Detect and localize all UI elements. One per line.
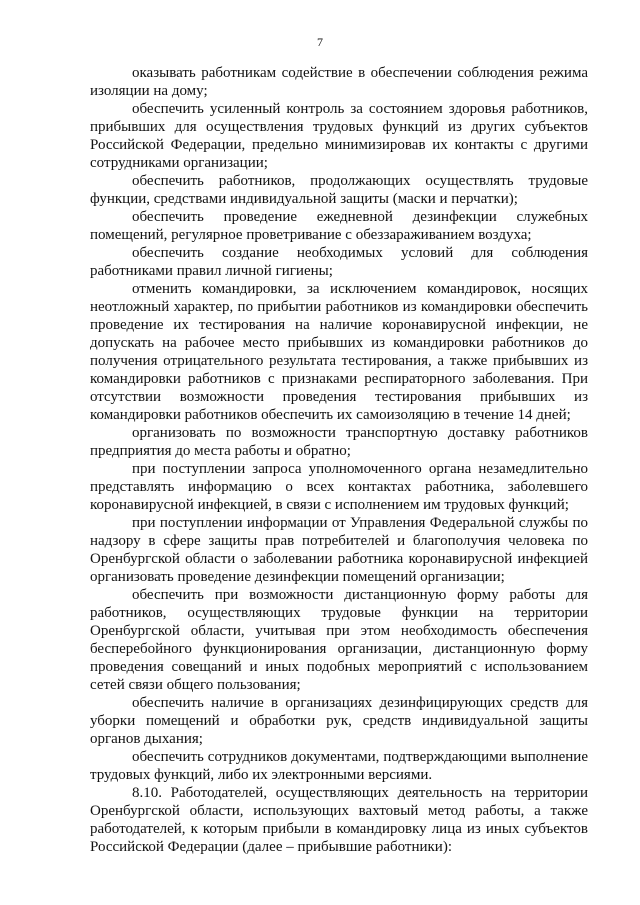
document-body — [90, 64, 588, 856]
paragraph-hygiene: обеспечить создание необходимых условий для соблюдения работниками правил личной гигиены; — [90, 245, 588, 279]
paragraph-contact-info: при поступлении запроса уполномоченного органа незамедлительно представлять информацию о всех контактах работника, заболевшего коронавирусной инфекцией, в связи с исполнением им трудовых функций; — [90, 461, 588, 513]
paragraph-disinfection: обеспечить проведение ежедневной дезинфекции служебных помещений, регулярное проветривание с обеззараживанием воздуха; — [90, 209, 588, 243]
paragraph-remote-work: обеспечить при возможности дистанционную форму работы для работников, осуществляющих трудовые функции на территории Оренбургской области, учитывая при этом необходимость обеспечения бесперебойного функционирования организации, дистанционную форму проведения совещаний и иных подобных мероприятий с использованием сетей связи общего пользования; — [90, 587, 588, 693]
paragraph-documents: обеспечить сотрудников документами, подтверждающими выполнение трудовых функций, либо их электронными версиями. — [90, 749, 588, 783]
paragraph-rospotrebnadzor: при поступлении информации от Управления Федеральной службы по надзору в сфере защиты прав потребителей и благополучия человека по Оренбургской области о заболевании работника коронавирусной инфекцией организовать проведение дезинфекции помещений организации; — [90, 515, 588, 585]
paragraph-health-control: обеспечить усиленный контроль за состоянием здоровья работников, прибывших для осуществления трудовых функций из других субъектов Российской Федерации, предельно минимизировав их контакты с другими сотрудниками организации; — [90, 101, 588, 171]
paragraph-business-trips: отменить командировки, за исключением командировок, носящих неотложный характер, по прибытии работников из командировки обеспечить проведение их тестирования на наличие коронавирусной инфекции, не допускать на рабочее место прибывших из командировки работников до получения отрицательного результата тестирования, а также прибывших из командировки работников с признаками респираторного заболевания. При отсутствии возможности проведения тестирования прибывших из командировки работников обеспечить их самоизоляцию в течение 14 дней; — [90, 281, 588, 423]
paragraph-home-isolation: оказывать работникам содействие в обеспечении соблюдения режима изоляции на дому; — [90, 65, 588, 99]
page-number: 7 — [317, 35, 323, 49]
paragraph-disinfectants: обеспечить наличие в организациях дезинфицирующих средств для уборки помещений и обработки рук, средств индивидуальной защиты органов дыхания; — [90, 695, 588, 747]
paragraph-protective-equipment: обеспечить работников, продолжающих осуществлять трудовые функции, средствами индивидуальной защиты (маски и перчатки); — [90, 173, 588, 207]
paragraph-transport: организовать по возможности транспортную доставку работников предприятия до места работы и обратно; — [90, 425, 588, 459]
paragraph-section-8-10: 8.10. Работодателей, осуществляющих деятельность на территории Оренбургской области, использующих вахтовый метод работы, а также работодателей, к которым прибыли в командировку лица из иных субъектов Российской Федерации (далее – прибывшие работники): — [90, 785, 588, 855]
